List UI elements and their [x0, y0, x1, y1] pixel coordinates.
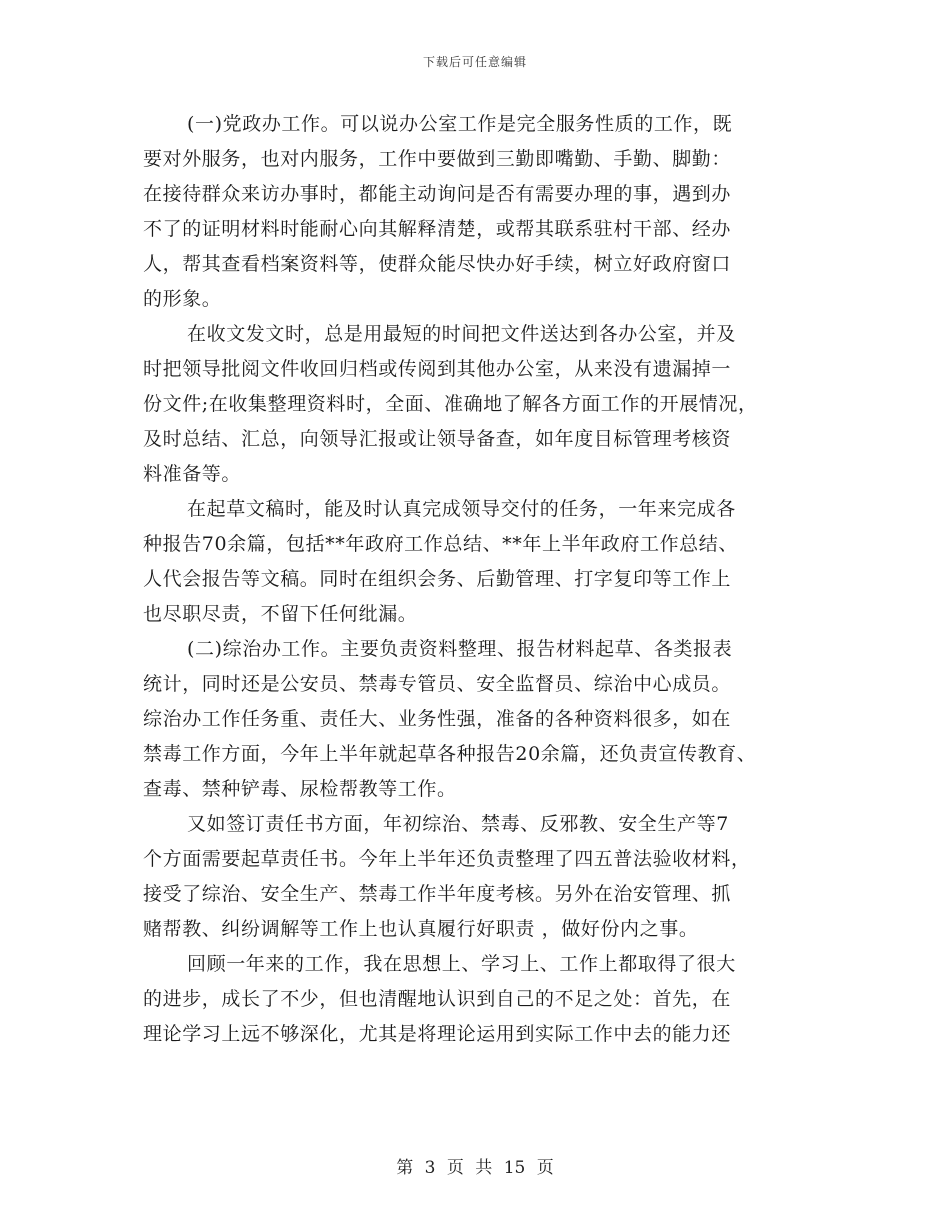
- text-line: 人，帮其查看档案资料等，使群众能尽快办好手续，树立好政府窗口: [143, 253, 732, 275]
- text-line: 在接待群众来访办事时，都能主动询问是否有需要办理的事，遇到办: [143, 183, 732, 205]
- text-line: 统计，同时还是公安员、禁毒专管员、安全监督员、综治中心成员。: [143, 673, 732, 695]
- text-line: 料准备等。: [143, 463, 242, 485]
- text-line: 及时总结、汇总，向领导汇报或让领导备查，如年度目标管理考核资: [143, 428, 732, 450]
- text-line: 人代会报告等文稿。同时在组织会务、后勤管理、打字复印等工作上: [143, 568, 732, 590]
- document-body: [143, 107, 811, 1052]
- text-line: 禁毒工作方面，今年上半年就起草各种报告20余篇，还负责宣传教育、: [143, 743, 757, 765]
- text-line: (二)综治办工作。主要负责资料整理、报告材料起草、各类报表: [187, 638, 733, 660]
- text-line: 时把领导批阅文件收回归档或传阅到其他办公室，从来没有遗漏掉一: [143, 358, 732, 380]
- text-line: 要对外服务，也对内服务，工作中要做到三勤即嘴勤、手勤、脚勤：: [143, 148, 732, 170]
- text-line: 接受了综治、安全生产、禁毒工作半年度考核。另外在治安管理、抓: [143, 883, 732, 905]
- text-line: 种报告70余篇，包括**年政府工作总结、**年上半年政府工作总结、: [143, 533, 738, 555]
- text-line: 的进步，成长了不少，但也清醒地认识到自己的不足之处：首先，在: [143, 988, 732, 1010]
- page-number-footer: 第 3 页 共 15 页: [396, 1158, 554, 1178]
- text-line: 在起草文稿时，能及时认真完成领导交付的任务，一年来完成各: [187, 498, 736, 520]
- text-line: 份文件;在收集整理资料时，全面、准确地了解各方面工作的开展情况，: [143, 393, 758, 415]
- text-line: 回顾一年来的工作，我在思想上、学习上、工作上都取得了很大: [187, 953, 736, 975]
- text-line: (一)党政办工作。可以说办公室工作是完全服务性质的工作，既: [187, 113, 733, 135]
- text-line: 的形象。: [143, 288, 222, 310]
- text-line: 又如签订责任书方面，年初综治、禁毒、反邪教、安全生产等7: [187, 813, 729, 835]
- text-line: 也尽职尽责，不留下任何纰漏。: [143, 603, 418, 625]
- text-line: 理论学习上远不够深化，尤其是将理论运用到实际工作中去的能力还: [143, 1023, 732, 1045]
- text-line: 综治办工作任务重、责任大、业务性强，准备的各种资料很多，如在: [143, 708, 732, 730]
- text-line: 在收文发文时，总是用最短的时间把文件送达到各办公室，并及: [187, 323, 736, 345]
- text-line: 个方面需要起草责任书。今年上半年还负责整理了四五普法验收材料，: [143, 848, 751, 870]
- text-line: 不了的证明材料时能耐心向其解释清楚，或帮其联系驻村干部、经办: [143, 218, 732, 240]
- text-line: 查毒、禁种铲毒、尿检帮教等工作。: [143, 778, 457, 800]
- text-line: 赌帮教、纠纷调解等工作上也认真履行好职责 ，做好份内之事。: [143, 918, 699, 940]
- page-header-note: 下载后可任意编辑: [422, 55, 527, 69]
